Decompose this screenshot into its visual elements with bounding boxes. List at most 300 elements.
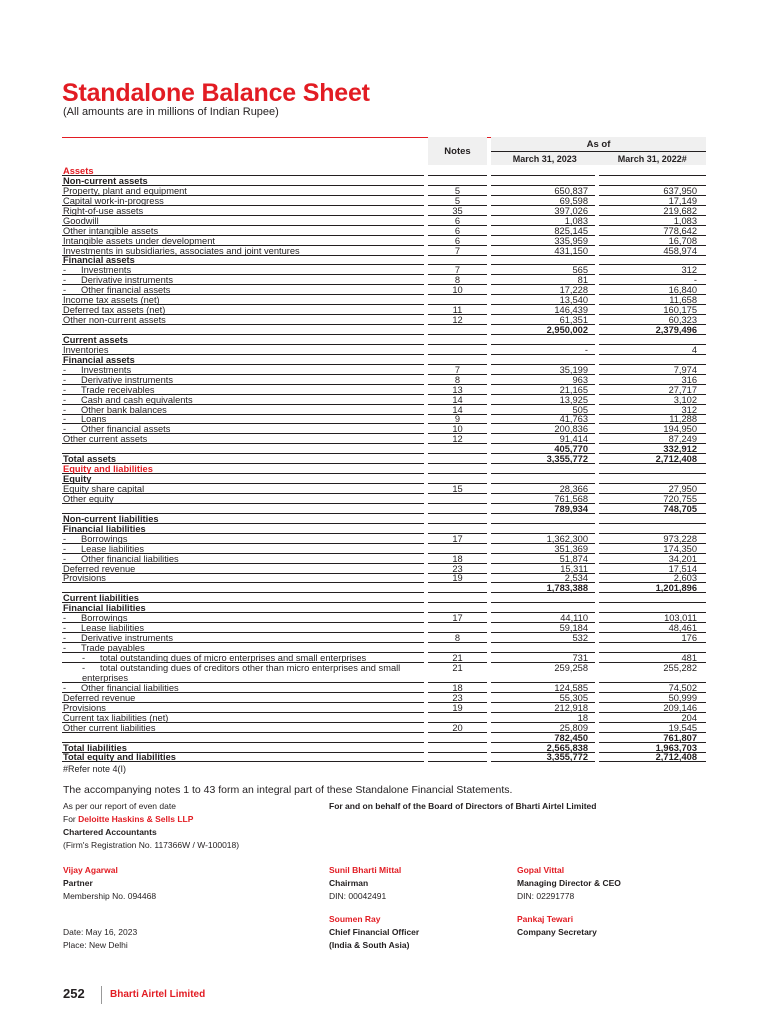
row-label-text: Total assets [63, 454, 117, 465]
section-heading-row [62, 176, 706, 186]
cs-title: Company Secretary [517, 927, 597, 937]
table-row [62, 713, 706, 723]
value-2022: 1,083 [673, 215, 697, 226]
row-label [63, 265, 131, 275]
table-row [62, 653, 706, 663]
row-note-ref: 7 [454, 245, 461, 256]
section-heading-row [62, 355, 706, 365]
row-label-text: Total equity and liabilities [63, 752, 176, 763]
row-note-ref: 5 [454, 195, 461, 206]
report-date: Date: May 16, 2023 [63, 927, 138, 937]
row-note-ref: 8 [454, 374, 461, 385]
row-label-text: Trade payables [81, 643, 145, 653]
page-subtitle: (All amounts are in millions of Indian Rupee) [63, 106, 279, 118]
auditor-registration: (Firm's Registration No. 117366W / W-100018) [63, 840, 240, 850]
row-label [63, 385, 155, 395]
table-row [62, 643, 706, 653]
value-2022: 2,603 [673, 573, 697, 584]
row-label [63, 275, 173, 285]
cfo-title: Chief Financial Officer [329, 927, 420, 937]
table-row [62, 275, 706, 285]
as-of-label: As of [491, 137, 706, 152]
section-heading-row [62, 335, 706, 345]
value-2023: 565 [572, 265, 588, 276]
row-note-ref: 14 [452, 394, 463, 405]
value-2023: 91,414 [559, 434, 588, 445]
row-note-ref: 9 [454, 414, 461, 425]
page-title: Standalone Balance Sheet [62, 79, 370, 107]
row-label-text: Other equity [63, 493, 114, 504]
table-row [62, 573, 706, 583]
row-label-text: Provisions [63, 573, 106, 584]
value-2022: 637,950 [663, 185, 697, 196]
auditor-report-line: As per our report of even date [63, 801, 176, 811]
row-label-text: Financial liabilities [63, 603, 146, 614]
value-2022: 19,545 [668, 722, 697, 733]
table-row [62, 216, 706, 226]
row-note-ref: 12 [452, 434, 463, 445]
row-label-text: Deferred revenue [63, 692, 136, 703]
row-label-text: Other intangible assets [63, 225, 159, 236]
value-2023: 17,228 [559, 285, 588, 296]
value-2023: 963 [572, 374, 588, 385]
row-label [63, 524, 146, 534]
table-row [62, 414, 706, 424]
row-label-text: Other current liabilities [63, 722, 156, 733]
value-2022: 255,282 [663, 662, 697, 673]
row-label [63, 534, 128, 544]
table-row [62, 723, 706, 733]
value-2023: 351,369 [554, 543, 588, 554]
value-2023: 1,362,300 [546, 533, 588, 544]
value-2023: 1,083 [564, 215, 588, 226]
row-label-text: total outstanding dues of micro enterprises and small enterprises [100, 652, 367, 663]
table-row [62, 693, 706, 703]
value-2022: - [693, 275, 697, 286]
value-2023: 35,199 [559, 364, 588, 375]
row-label-text: Other financial assets [81, 285, 171, 296]
section-heading-row [62, 524, 706, 534]
report-place: Place: New Delhi [63, 940, 128, 950]
row-label-text: Derivative instruments [81, 275, 173, 286]
row-label-text: Financial assets [63, 354, 135, 365]
value-2023: 25,809 [559, 722, 588, 733]
table-row [62, 544, 706, 554]
value-2022: 3,102 [673, 394, 697, 405]
chairman-din: DIN: 00042491 [329, 891, 387, 901]
footer-divider [101, 986, 102, 1004]
row-label-text: Other current assets [63, 434, 148, 445]
row-note-ref: 17 [452, 613, 463, 624]
page-number: 252 [63, 986, 85, 1001]
auditor-firm: Deloitte Haskins & Sells LLP [78, 814, 194, 824]
value-2023: 15,311 [560, 563, 588, 574]
bullet-dash: - [63, 265, 67, 276]
table-row [62, 186, 706, 196]
table-row [62, 285, 706, 295]
row-label-text: Equity [63, 474, 92, 485]
value-2023: 2,534 [564, 573, 588, 584]
table-row [62, 345, 706, 355]
table-row [62, 405, 706, 415]
value-2022: 973,228 [663, 533, 697, 544]
row-label [63, 554, 179, 564]
row-label-text: Deferred revenue [63, 563, 136, 574]
row-label-text: Investments in subsidiaries, associates and joint ventures [63, 245, 300, 256]
value-2023: 21,165 [559, 384, 588, 395]
row-label-text: Goodwill [63, 215, 99, 226]
cfo-signatory [329, 913, 419, 952]
row-note-ref: 15 [452, 484, 463, 494]
value-2022: 761,807 [663, 732, 697, 743]
value-2022: 720,755 [663, 493, 697, 504]
value-2023: 3,355,772 [546, 752, 588, 763]
value-2023: 69,598 [559, 195, 588, 206]
row-label [63, 196, 164, 206]
cfo-name: Soumen Ray [329, 914, 381, 924]
row-label-text: Borrowings [81, 533, 128, 544]
row-label [63, 365, 131, 375]
bullet-dash: - [82, 652, 86, 663]
value-2023: 18 [577, 712, 588, 723]
row-label [63, 514, 159, 524]
table-row [62, 484, 706, 494]
row-label-text: Equity and liabilities [63, 464, 153, 475]
row-label-text: Current liabilities [63, 593, 139, 604]
row-label-text: Equity share capital [63, 484, 145, 494]
value-2023: 13,540 [559, 295, 588, 306]
section-heading-row [62, 514, 706, 524]
bullet-dash: - [63, 533, 67, 544]
value-2023: 405,770 [554, 444, 588, 455]
total-row [62, 743, 706, 753]
table-row [62, 554, 706, 564]
row-label [63, 743, 127, 753]
section-heading-row [62, 474, 706, 484]
row-label [63, 236, 215, 246]
row-label [63, 176, 148, 186]
value-2023: 44,110 [560, 613, 588, 624]
value-2023: - [584, 344, 588, 355]
row-label [63, 345, 108, 355]
value-2022: 316 [681, 374, 697, 385]
row-label [63, 544, 144, 554]
row-label-text: Current assets [63, 334, 129, 345]
section-heading-row [62, 166, 706, 176]
footnote: #Refer note 4(I) [63, 764, 127, 774]
value-2023: 3,355,772 [546, 454, 588, 465]
bullet-dash: - [63, 424, 67, 435]
table-row [62, 196, 706, 206]
column-header-notes: Notes [428, 137, 487, 165]
table-row [62, 613, 706, 623]
value-2023: 212,918 [554, 702, 588, 713]
row-label-text: Intangible assets under development [63, 235, 215, 246]
bullet-dash: - [63, 414, 67, 425]
date-place-block [63, 926, 137, 952]
md-din: DIN: 02291778 [517, 891, 575, 901]
row-note-ref: 14 [452, 404, 463, 415]
bullet-dash: - [63, 285, 67, 296]
column-header-2022: March 31, 2022# [617, 154, 687, 164]
table-row [62, 385, 706, 395]
table-row [62, 623, 706, 633]
value-2022: 194,950 [663, 424, 697, 435]
value-2022: 2,712,408 [655, 752, 697, 763]
total-row [62, 444, 706, 454]
value-2022: 34,201 [668, 553, 697, 564]
bullet-dash: - [63, 633, 67, 644]
row-label-text: Total liabilities [63, 742, 127, 753]
bullet-dash: - [63, 613, 67, 624]
row-note-ref: 8 [454, 275, 461, 286]
row-label [63, 206, 143, 216]
row-label-text: Derivative instruments [81, 633, 173, 644]
row-note-ref: 6 [454, 235, 461, 246]
table-row [62, 246, 706, 256]
value-2023: 789,934 [554, 503, 588, 514]
value-2023: 51,874 [559, 553, 588, 564]
value-2022: 17,149 [668, 195, 697, 206]
row-label [63, 752, 176, 762]
row-label [63, 623, 144, 633]
row-label-text: Current tax liabilities (net) [63, 712, 169, 723]
value-2022: 160,175 [663, 305, 697, 316]
row-label [63, 573, 106, 583]
section-heading-row [62, 603, 706, 613]
bullet-dash: - [63, 543, 67, 554]
value-2023: 124,585 [554, 682, 588, 693]
row-note-ref: 7 [454, 364, 461, 375]
chairman-signatory [329, 864, 401, 903]
value-2022: 2,712,408 [655, 454, 697, 465]
partner-signatory [63, 864, 156, 903]
value-2022: 778,642 [663, 225, 697, 236]
value-2022: 11,288 [669, 414, 697, 425]
bullet-dash: - [63, 374, 67, 385]
value-2023: 650,837 [554, 185, 588, 196]
value-2022: 204 [681, 712, 697, 723]
table-row [62, 265, 706, 275]
row-label [63, 593, 139, 603]
row-label [63, 395, 193, 405]
value-2023: 259,258 [554, 662, 588, 673]
value-2022: 48,461 [668, 623, 697, 634]
value-2023: 505 [572, 404, 588, 415]
column-header-as-of [491, 137, 706, 165]
row-label [63, 484, 144, 494]
row-note-ref: 20 [452, 722, 463, 733]
row-label [63, 703, 106, 713]
row-label-text: Loans [81, 414, 107, 425]
row-label-text: Trade receivables [81, 384, 155, 395]
value-2022: 4 [691, 344, 697, 355]
table-row [62, 534, 706, 544]
row-note-ref: 6 [454, 225, 461, 236]
table-row [62, 434, 706, 444]
row-label [63, 255, 135, 265]
row-underline [428, 761, 487, 762]
row-label [63, 693, 135, 703]
row-label-text: Financial assets [63, 255, 135, 266]
row-label [82, 663, 412, 683]
row-label [63, 226, 158, 236]
table-row [62, 494, 706, 504]
value-2023: 825,145 [554, 225, 588, 236]
table-row [62, 424, 706, 434]
row-label [63, 375, 173, 385]
value-2022: 312 [681, 404, 697, 415]
row-label-text: Investments [81, 364, 132, 375]
value-2022: 7,974 [673, 364, 697, 375]
table-row [62, 226, 706, 236]
row-label-text: Cash and cash equivalents [81, 394, 193, 405]
row-label [63, 285, 170, 295]
value-2022: 17,514 [668, 563, 697, 574]
row-label-text: Investments [81, 265, 132, 276]
value-2023: 55,305 [559, 692, 588, 703]
partner-name: Vijay Agarwal [63, 865, 118, 875]
md-title: Managing Director & CEO [517, 878, 621, 888]
table-row [62, 295, 706, 305]
value-2023: 146,439 [554, 305, 588, 316]
value-2023: 41,763 [559, 414, 588, 425]
row-label [63, 414, 106, 424]
section-heading-row [62, 255, 706, 265]
partner-title: Partner [63, 878, 93, 888]
row-label-text: Income tax assets (net) [63, 295, 160, 306]
row-label [63, 355, 135, 365]
value-2023: 2,950,002 [546, 325, 588, 335]
row-label-text: Lease liabilities [81, 543, 145, 554]
chairman-title: Chairman [329, 878, 369, 888]
footer-company-name: Bharti Airtel Limited [110, 989, 206, 1000]
row-label-text: Capital work-in-progress [63, 195, 164, 206]
row-label-text: Right-of-use assets [63, 205, 144, 216]
value-2022: 332,912 [663, 444, 697, 455]
value-2023: 532 [572, 633, 588, 644]
value-2023: 761,568 [554, 493, 588, 504]
row-note-ref: 8 [454, 633, 461, 644]
value-2022: 458,974 [663, 245, 697, 256]
table-row [62, 315, 706, 325]
row-label-text: Borrowings [81, 613, 128, 624]
row-note-ref: 21 [452, 652, 463, 663]
row-note-ref: 19 [452, 573, 463, 584]
row-label [63, 713, 168, 723]
bullet-dash: - [63, 643, 67, 653]
value-2022: 481 [681, 652, 697, 663]
row-label-text: Derivative instruments [81, 374, 173, 385]
row-note-ref: 11 [452, 305, 463, 316]
bullet-dash: - [63, 553, 67, 564]
row-label-text: Lease liabilities [81, 623, 145, 634]
row-label [63, 424, 170, 434]
row-label [63, 643, 145, 653]
total-row [62, 325, 706, 335]
auditor-firm-line: For Deloitte Haskins & Sells LLP [63, 814, 194, 824]
value-2023: 59,184 [559, 623, 588, 634]
row-label [63, 186, 187, 196]
md-name: Gopal Vittal [517, 865, 565, 875]
row-label-text: Other financial liabilities [81, 553, 179, 564]
row-note-ref: 18 [452, 682, 463, 693]
chairman-name: Sunil Bharti Mittal [329, 865, 402, 875]
row-label [63, 494, 114, 504]
value-2023: 81 [577, 275, 588, 286]
md-signatory [517, 864, 621, 903]
table-row [62, 663, 706, 683]
row-label [63, 683, 179, 693]
row-label [63, 723, 156, 733]
row-note-ref: 23 [452, 692, 463, 703]
row-note-ref: 17 [452, 533, 463, 544]
value-2022: 16,708 [668, 235, 697, 246]
value-2022: 87,249 [668, 434, 697, 445]
row-label [63, 216, 99, 226]
row-label-text: Other financial assets [81, 424, 171, 435]
cs-signatory [517, 913, 597, 939]
section-heading-row [62, 593, 706, 603]
row-note-ref: 13 [452, 384, 463, 395]
row-label [63, 166, 94, 176]
table-row [62, 236, 706, 246]
table-row [62, 395, 706, 405]
row-label [63, 603, 146, 613]
bullet-dash: - [63, 623, 67, 634]
table-row [62, 305, 706, 315]
row-label-text: Property, plant and equipment [63, 185, 187, 196]
value-2022: 209,146 [663, 702, 697, 713]
row-note-ref: 7 [454, 265, 461, 276]
row-label-text: Inventories [63, 344, 109, 355]
table-row [62, 564, 706, 574]
row-label [63, 454, 116, 464]
value-2023: 431,150 [554, 245, 588, 256]
value-2023: 28,366 [559, 484, 588, 494]
table-row [62, 375, 706, 385]
column-header-2023: March 31, 2023 [512, 154, 577, 164]
row-label-text: Deferred tax assets (net) [63, 305, 166, 316]
section-heading-row [62, 464, 706, 474]
cs-name: Pankaj Tewari [517, 914, 574, 924]
table-row [62, 633, 706, 643]
bullet-dash: - [63, 275, 67, 286]
row-label-text: Financial liabilities [63, 523, 146, 534]
value-2023: 782,450 [554, 732, 588, 743]
row-label [63, 564, 135, 574]
value-2022: 174,350 [663, 543, 697, 554]
row-label [63, 405, 167, 415]
row-note-ref: 10 [452, 424, 463, 435]
board-heading: For and on behalf of the Board of Directors of Bharti Airtel Limited [329, 801, 597, 811]
row-note-ref: 5 [454, 185, 461, 196]
row-label-text: Non-current liabilities [63, 513, 159, 524]
bullet-dash: - [63, 404, 67, 415]
value-2022: 11,658 [669, 295, 697, 306]
bullet-dash: - [63, 384, 67, 395]
row-label [82, 653, 366, 663]
value-2023: 2,565,838 [546, 742, 588, 753]
balance-sheet-table [62, 166, 706, 762]
row-label-text: Non-current assets [63, 175, 148, 186]
value-2022: 74,502 [668, 682, 697, 693]
value-2022: 16,840 [668, 285, 697, 296]
row-label [63, 335, 128, 345]
bullet-dash: - [63, 394, 67, 405]
auditor-firm-type: Chartered Accountants [63, 827, 157, 837]
total-row [62, 733, 706, 743]
